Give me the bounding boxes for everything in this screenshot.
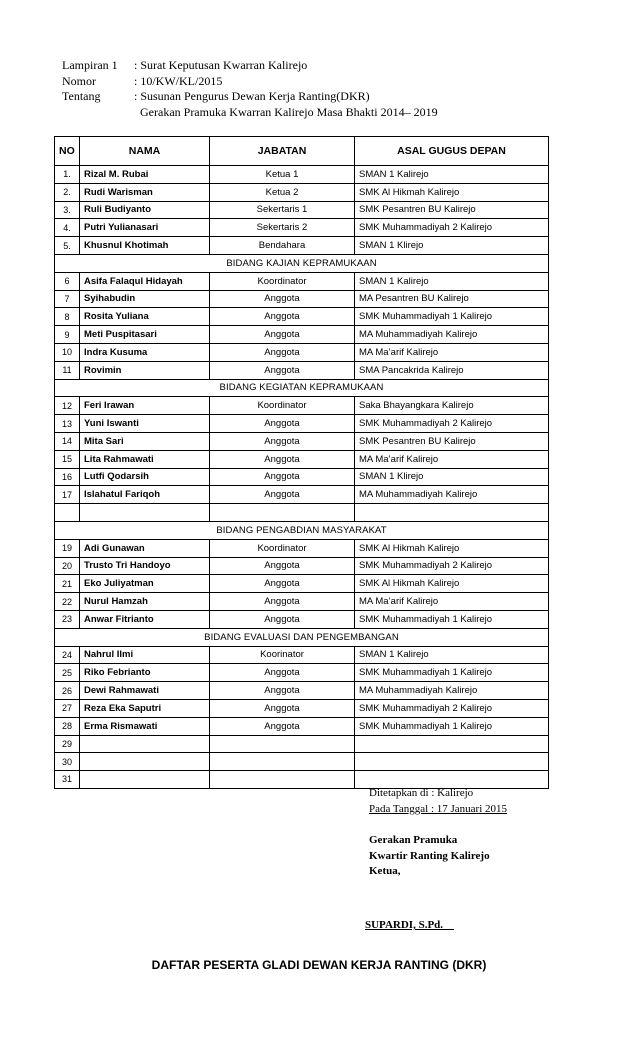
- cell-nama: Islahatul Fariqoh: [80, 486, 210, 504]
- cell-asal: SMAN 1 Kalirejo: [355, 646, 549, 664]
- cell-no: 27: [55, 699, 80, 717]
- table-row: [55, 682, 549, 700]
- cell-asal: MA Muhammadiyah Kalirejo: [355, 682, 549, 700]
- roster-table: [54, 136, 549, 789]
- table-row: [55, 290, 549, 308]
- cell-no: 20: [55, 557, 80, 575]
- tanggal-text: Pada Tanggal : 17 Januari 2015: [369, 802, 508, 815]
- cell-asal: SMK Muhammadiyah 1 Kalirejo: [355, 664, 549, 682]
- tentang-value: : Susunan Pengurus Dewan Kerja Ranting(DKR): [134, 89, 370, 103]
- table-row: [55, 415, 549, 433]
- table-row: [55, 237, 549, 255]
- cell-nama: Nahrul Ilmi: [80, 646, 210, 664]
- cell-jabatan: Anggota: [210, 575, 355, 593]
- cell-jabatan: Anggota: [210, 361, 355, 379]
- ditetapkan-text: Ditetapkan di : Kalirejo: [369, 787, 474, 799]
- cell-no: 6: [55, 272, 80, 290]
- table-row: [55, 575, 549, 593]
- cell-nama: [80, 753, 210, 771]
- cell-jabatan: Anggota: [210, 415, 355, 433]
- cell-asal: SMK Al Hikmah Kalirejo: [355, 183, 549, 201]
- cell-jabatan: Bendahara: [210, 237, 355, 255]
- cell-jabatan: Koordinator: [210, 539, 355, 557]
- cell-jabatan: Anggota: [210, 326, 355, 344]
- roster-body: [55, 166, 549, 789]
- cell-asal: SMA Pancakrida Kalirejo: [355, 361, 549, 379]
- cell-nama: Lita Rahmawati: [80, 450, 210, 468]
- table-row: [55, 183, 549, 201]
- cell-no: 25: [55, 664, 80, 682]
- cell-no: 14: [55, 432, 80, 450]
- cell-no: 16: [55, 468, 80, 486]
- cell-asal: [355, 735, 549, 753]
- section-title: BIDANG EVALUASI DAN PENGEMBANGAN: [55, 628, 549, 646]
- cell-jabatan: Anggota: [210, 557, 355, 575]
- cell-no: 26: [55, 682, 80, 700]
- section-title: BIDANG KAJIAN KEPRAMUKAAN: [55, 254, 549, 272]
- cell-nama: Nurul Hamzah: [80, 593, 210, 611]
- cell-nama: Reza Eka Saputri: [80, 699, 210, 717]
- cell-no: 30: [55, 753, 80, 771]
- org-line-2: Kwartir Ranting Kalirejo: [369, 849, 490, 862]
- cell-no: 28: [55, 717, 80, 735]
- table-row: [55, 326, 549, 344]
- cell-jabatan: Anggota: [210, 664, 355, 682]
- cell-no: 17: [55, 486, 80, 504]
- cell-nama: Lutfi Qodarsih: [80, 468, 210, 486]
- cell-no: 8: [55, 308, 80, 326]
- table-row: [55, 201, 549, 219]
- cell-no: 31: [55, 771, 80, 789]
- cell-nama: Rizal M. Rubai: [80, 166, 210, 184]
- table-row: [55, 699, 549, 717]
- cell-nama: [80, 771, 210, 789]
- cell-nama: Rovimin: [80, 361, 210, 379]
- cell-jabatan: Ketua 1: [210, 166, 355, 184]
- cell-jabatan: Anggota: [210, 699, 355, 717]
- section-row: [55, 379, 549, 397]
- cell-asal: MA Ma’arif Kalirejo: [355, 343, 549, 361]
- table-row: [55, 486, 549, 504]
- column-header-nama: NAMA: [80, 137, 210, 166]
- table-row: [55, 343, 549, 361]
- lampiran-value: : Surat Keputusan Kwarran Kalirejo: [134, 58, 308, 72]
- table-row: [55, 593, 549, 611]
- tentang-line: [62, 89, 438, 105]
- table-row: [55, 753, 549, 771]
- cell-asal: SMK Pesantren BU Kalirejo: [355, 432, 549, 450]
- cell-nama: Mita Sari: [80, 432, 210, 450]
- cell-asal: MA Muhammadiyah Kalirejo: [355, 486, 549, 504]
- cell-no: 11: [55, 361, 80, 379]
- cell-no: 10: [55, 343, 80, 361]
- section-row: [55, 628, 549, 646]
- cell-asal: [355, 753, 549, 771]
- cell-nama: Putri Yulianasari: [80, 219, 210, 237]
- nomor-line: [62, 74, 438, 90]
- cell-jabatan: [210, 753, 355, 771]
- cell-jabatan: Koorinator: [210, 646, 355, 664]
- cell-asal: SMK Pesantren BU Kalirejo: [355, 201, 549, 219]
- cell-nama: Khusnul Khotimah: [80, 237, 210, 255]
- cell-nama: Indra Kusuma: [80, 343, 210, 361]
- cell-no: 7: [55, 290, 80, 308]
- tentang-continuation: Gerakan Pramuka Kwarran Kalirejo Masa Bhakti 2014– 2019: [140, 104, 438, 119]
- cell-jabatan: Anggota: [210, 308, 355, 326]
- cell-no: 1.: [55, 166, 80, 184]
- table-row: [55, 468, 549, 486]
- cell-asal: SMK Muhammadiyah 1 Kalirejo: [355, 308, 549, 326]
- cell-asal: SMK Muhammadiyah 2 Kalirejo: [355, 557, 549, 575]
- cell-nama: [80, 504, 210, 522]
- table-row: [55, 166, 549, 184]
- cell-no: 29: [55, 735, 80, 753]
- cell-jabatan: Anggota: [210, 343, 355, 361]
- cell-nama: Eko Juliyatman: [80, 575, 210, 593]
- section-title: BIDANG PENGABDIAN MASYARAKAT: [55, 521, 549, 539]
- cell-asal: Saka Bhayangkara Kalirejo: [355, 397, 549, 415]
- cell-asal: SMAN 1 Klirejo: [355, 468, 549, 486]
- cell-no: 19: [55, 539, 80, 557]
- cell-no: 15: [55, 450, 80, 468]
- cell-jabatan: Ketua 2: [210, 183, 355, 201]
- cell-no: 13: [55, 415, 80, 433]
- cell-jabatan: Anggota: [210, 432, 355, 450]
- nomor-label: Nomor: [62, 73, 96, 88]
- cell-jabatan: Koordinator: [210, 272, 355, 290]
- cell-asal: SMK Al Hikmah Kalirejo: [355, 575, 549, 593]
- table-row: [55, 219, 549, 237]
- footer-title: DAFTAR PESERTA GLADI DEWAN KERJA RANTING (DKR): [151, 958, 487, 972]
- table-row: [55, 646, 549, 664]
- tentang-label: Tentang: [62, 89, 101, 103]
- cell-asal: [355, 504, 549, 522]
- cell-asal: SMK Muhammadiyah 2 Kalirejo: [355, 219, 549, 237]
- cell-jabatan: [210, 504, 355, 522]
- cell-jabatan: Anggota: [210, 468, 355, 486]
- table-row: [55, 717, 549, 735]
- column-header-asal: ASAL GUGUS DEPAN: [355, 137, 549, 166]
- column-header-jabatan: JABATAN: [210, 137, 355, 166]
- lampiran-label: Lampiran 1: [62, 58, 118, 72]
- cell-no: 3.: [55, 201, 80, 219]
- cell-nama: Ruli Budiyanto: [80, 201, 210, 219]
- cell-jabatan: Anggota: [210, 717, 355, 735]
- lampiran-line: [62, 58, 438, 74]
- cell-asal: MA Muhammadiyah Kalirejo: [355, 326, 549, 344]
- cell-no: [55, 504, 80, 522]
- cell-nama: Trusto Tri Handoyo: [80, 557, 210, 575]
- cell-asal: MA Ma’arif Kalirejo: [355, 593, 549, 611]
- cell-asal: SMAN 1 Klirejo: [355, 237, 549, 255]
- signer-name: SUPARDI, S.Pd.: [365, 919, 455, 931]
- cell-no: 24: [55, 646, 80, 664]
- table-row: [55, 308, 549, 326]
- cell-no: 2.: [55, 183, 80, 201]
- table-row: [55, 557, 549, 575]
- cell-jabatan: Anggota: [210, 682, 355, 700]
- table-row: [55, 272, 549, 290]
- cell-nama: Meti Puspitasari: [80, 326, 210, 344]
- cell-jabatan: Sekertaris 1: [210, 201, 355, 219]
- cell-nama: [80, 735, 210, 753]
- cell-nama: Adi Gunawan: [80, 539, 210, 557]
- table-header-row: [55, 137, 549, 166]
- cell-nama: Erma Rismawati: [80, 717, 210, 735]
- cell-asal: SMAN 1 Kalirejo: [355, 166, 549, 184]
- table-row: [55, 504, 549, 522]
- cell-asal: SMAN 1 Kalirejo: [355, 272, 549, 290]
- cell-no: 9: [55, 326, 80, 344]
- table-row: [55, 664, 549, 682]
- table-row: [55, 432, 549, 450]
- cell-jabatan: Anggota: [210, 290, 355, 308]
- cell-asal: SMK Muhammadiyah 1 Kalirejo: [355, 610, 549, 628]
- cell-asal: SMK Muhammadiyah 2 Kalirejo: [355, 699, 549, 717]
- table-row: [55, 397, 549, 415]
- cell-jabatan: Koordinator: [210, 397, 355, 415]
- cell-nama: Asifa Falaqul Hidayah: [80, 272, 210, 290]
- cell-no: 23: [55, 610, 80, 628]
- table-row: [55, 450, 549, 468]
- table-row: [55, 539, 549, 557]
- document-header: [62, 58, 438, 120]
- cell-nama: Yuni Iswanti: [80, 415, 210, 433]
- section-row: [55, 254, 549, 272]
- cell-no: 22: [55, 593, 80, 611]
- nomor-value: : 10/KW/KL/2015: [134, 73, 223, 88]
- cell-asal: MA Pesantren BU Kalirejo: [355, 290, 549, 308]
- table-row: [55, 610, 549, 628]
- cell-jabatan: [210, 735, 355, 753]
- cell-nama: Feri Irawan: [80, 397, 210, 415]
- cell-asal: SMK Al Hikmah Kalirejo: [355, 539, 549, 557]
- cell-nama: Dewi Rahmawati: [80, 682, 210, 700]
- cell-nama: Anwar Fitrianto: [80, 610, 210, 628]
- cell-jabatan: Sekertaris 2: [210, 219, 355, 237]
- cell-nama: Rosita Yuliana: [80, 308, 210, 326]
- cell-asal: MA Ma’arif Kalirejo: [355, 450, 549, 468]
- cell-jabatan: Anggota: [210, 450, 355, 468]
- cell-nama: Riko Febrianto: [80, 664, 210, 682]
- cell-jabatan: Anggota: [210, 610, 355, 628]
- cell-jabatan: Anggota: [210, 593, 355, 611]
- cell-jabatan: [210, 771, 355, 789]
- section-row: [55, 521, 549, 539]
- signer-position: Ketua,: [369, 865, 401, 877]
- cell-no: 5.: [55, 237, 80, 255]
- section-title: BIDANG KEGIATAN KEPRAMUKAAN: [55, 379, 549, 397]
- cell-asal: SMK Muhammadiyah 1 Kalirejo: [355, 717, 549, 735]
- cell-no: 12: [55, 397, 80, 415]
- cell-asal: SMK Muhammadiyah 2 Kalirejo: [355, 415, 549, 433]
- cell-no: 4.: [55, 219, 80, 237]
- column-header-no: NO: [55, 137, 80, 166]
- cell-no: 21: [55, 575, 80, 593]
- cell-nama: Rudi Warisman: [80, 183, 210, 201]
- signature-block: [369, 786, 507, 880]
- table-row: [55, 361, 549, 379]
- cell-nama: Syihabudin: [80, 290, 210, 308]
- cell-jabatan: Anggota: [210, 486, 355, 504]
- org-line-1: Gerakan Pramuka: [369, 834, 458, 846]
- table-row: [55, 735, 549, 753]
